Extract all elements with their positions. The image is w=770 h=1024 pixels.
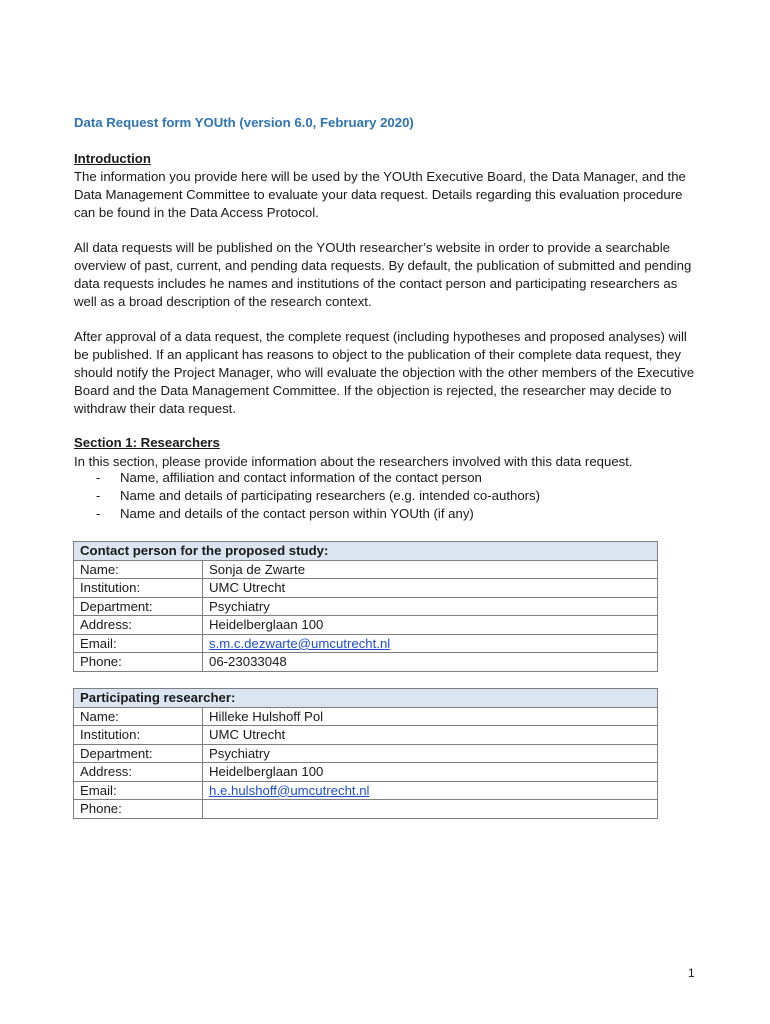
contact-person-table bbox=[73, 541, 658, 672]
participant-institution-value: UMC Utrecht bbox=[203, 726, 658, 745]
row-label: Name: bbox=[74, 560, 203, 579]
row-label: Institution: bbox=[74, 579, 203, 598]
contact-name-value: Sonja de Zwarte bbox=[203, 560, 658, 579]
row-label: Address: bbox=[74, 616, 203, 635]
intro-paragraph-2: All data requests will be published on the YOUth researcher’s website in order to provide a searchable overview of past, current, and pending data requests. By default, the publication of submitted and pending data requests includes he names and institutions of the contact person and participating researchers as well as a broad description of the research context. bbox=[74, 240, 692, 309]
participant-table-header: Participating researcher: bbox=[74, 689, 658, 708]
list-item bbox=[74, 505, 540, 523]
table-row bbox=[74, 616, 658, 635]
row-label: Phone: bbox=[74, 800, 203, 819]
row-label: Institution: bbox=[74, 726, 203, 745]
table-row bbox=[74, 744, 658, 763]
intro-paragraph-1: The information you provide here will be used by the YOUth Executive Board, the Data Manager, and the Data Management Committee to evaluate your data request. Details regarding this evaluation procedure can be found in the Data Access Protocol. bbox=[74, 169, 686, 220]
participant-email-link[interactable]: h.e.hulshoff@umcutrecht.nl bbox=[209, 782, 370, 798]
list-item-text: Name, affiliation and contact information of the contact person bbox=[120, 470, 482, 485]
contact-department-value: Psychiatry bbox=[203, 597, 658, 616]
table-row bbox=[74, 653, 658, 672]
contact-table-header: Contact person for the proposed study: bbox=[74, 542, 658, 561]
table-row bbox=[74, 579, 658, 598]
contact-address-value: Heidelberglaan 100 bbox=[203, 616, 658, 635]
row-label: Department: bbox=[74, 744, 203, 763]
section1-heading: Section 1: Researchers bbox=[74, 435, 220, 450]
table-row bbox=[74, 781, 658, 800]
row-label: Address: bbox=[74, 763, 203, 782]
section1-intro: In this section, please provide information about the researchers involved with this data request. bbox=[74, 454, 633, 469]
contact-phone-value: 06-23033048 bbox=[203, 653, 658, 672]
participant-address-value: Heidelberglaan 100 bbox=[203, 763, 658, 782]
list-item-text: Name and details of the contact person within YOUth (if any) bbox=[120, 506, 474, 521]
list-item-text: Name and details of participating researchers (e.g. intended co-authors) bbox=[120, 488, 541, 503]
intro-paragraph-3: After approval of a data request, the complete request (including hypotheses and proposed analyses) will be published. If an applicant has reasons to object to the publication of their complete data request, they should notify the Project Manager, who will evaluate the objection with the other members of the Executive Board and the Data Management Committee. If the objection is rejected, the researcher may decide to withdraw their data request. bbox=[74, 329, 695, 416]
table-row bbox=[74, 726, 658, 745]
table-row bbox=[74, 634, 658, 653]
row-label: Department: bbox=[74, 597, 203, 616]
contact-email-link[interactable]: s.m.c.dezwarte@umcutrecht.nl bbox=[209, 635, 391, 651]
participating-researcher-table bbox=[73, 688, 658, 819]
table-row bbox=[74, 800, 658, 819]
participant-department-value: Psychiatry bbox=[203, 744, 658, 763]
list-item bbox=[74, 487, 540, 505]
bullet-dash: - bbox=[96, 506, 101, 521]
bullet-dash: - bbox=[96, 470, 101, 485]
introduction-heading: Introduction bbox=[74, 151, 151, 166]
participant-phone-value bbox=[203, 800, 658, 819]
row-label: Email: bbox=[74, 634, 203, 653]
row-label: Name: bbox=[74, 707, 203, 726]
table-row bbox=[74, 597, 658, 616]
row-label: Phone: bbox=[74, 653, 203, 672]
table-row bbox=[74, 707, 658, 726]
table-row bbox=[74, 560, 658, 579]
table-row bbox=[74, 763, 658, 782]
researcher-info-list bbox=[74, 469, 540, 523]
contact-institution-value: UMC Utrecht bbox=[203, 579, 658, 598]
list-item bbox=[74, 469, 540, 487]
row-label: Email: bbox=[74, 781, 203, 800]
document-title: Data Request form YOUth (version 6.0, February 2020) bbox=[74, 115, 414, 130]
bullet-dash: - bbox=[96, 488, 101, 503]
participant-name-value: Hilleke Hulshoff Pol bbox=[203, 707, 658, 726]
page-number: 1 bbox=[688, 966, 695, 980]
